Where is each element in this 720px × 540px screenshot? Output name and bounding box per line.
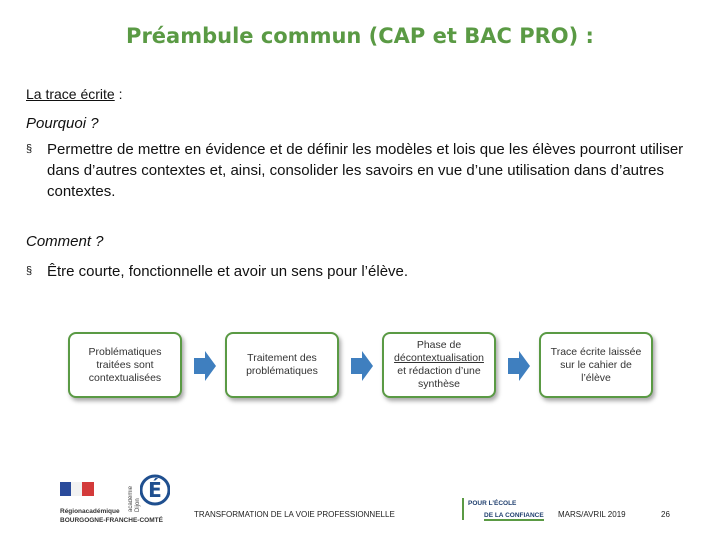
region-logo-line2: BOURGOGNE-FRANCHE-COMTÉ (60, 517, 163, 524)
footer-center-text: TRANSFORMATION DE LA VOIE PROFESSIONNELLE (194, 510, 395, 519)
page-title: Préambule commun (CAP et BAC PRO) : (126, 24, 594, 48)
ecole-logo-line2: DE LA CONFIANCE (484, 512, 544, 519)
ecole-logo-bar (462, 498, 464, 520)
how-bullet (26, 261, 686, 282)
academie-e-icon (140, 466, 170, 506)
flow-step-4 (539, 332, 653, 398)
bullet-icon: § (26, 143, 33, 155)
section-label-text: La trace écrite (26, 86, 115, 102)
academie-logo-text: académie Dijon (128, 485, 141, 512)
footer-date: MARS/AVRIL 2019 (558, 510, 626, 519)
flow-arrow-icon (508, 351, 530, 381)
flow-arrow-icon (194, 351, 216, 381)
why-heading: Pourquoi ? (26, 115, 99, 132)
section-label (26, 86, 123, 102)
flow-step-3-line3: et rédaction d’une synthèse (397, 365, 481, 390)
flow-step-1 (68, 332, 182, 398)
ecole-confiance-logo (462, 498, 554, 526)
flow-step-4-text: Trace écrite laissée sur le cahier de l’élève (550, 345, 642, 384)
flow-arrow-icon (351, 351, 373, 381)
page-number: 26 (661, 510, 670, 519)
academie-dijon-logo (128, 466, 170, 512)
flow-step-3-text (390, 339, 488, 391)
how-bullet-text: Être courte, fonctionnelle et avoir un sens pour l’élève. (47, 263, 409, 280)
why-bullet (26, 139, 686, 202)
region-logo-line1: Régionacadémique (60, 508, 120, 515)
flow-step-3-line1: Phase de (416, 339, 462, 351)
ecole-logo-line1: POUR L’ÉCOLE (468, 500, 517, 507)
svg-text:É: É (148, 478, 162, 502)
flow-step-3 (382, 332, 496, 398)
section-label-suffix: : (114, 86, 123, 102)
flow-step-2-text: Traitement des problématiques (246, 352, 318, 377)
flow-step-1-text: Problématiques traitées sont contextualisées (88, 345, 162, 384)
bullet-icon: § (26, 265, 33, 277)
why-bullet-text: Permettre de mettre en évidence et de définir les modèles et lois que les élèves pourront utiliser dans d’autres contextes et, ainsi, consolider les savoirs en vue d’une utilisation dans d’autres contextes. (47, 141, 684, 200)
flow-step-2 (225, 332, 339, 398)
how-heading: Comment ? (26, 233, 104, 250)
marianne-flag-icon (60, 482, 94, 496)
flow-step-3-underlined: décontextualisation (394, 352, 484, 364)
